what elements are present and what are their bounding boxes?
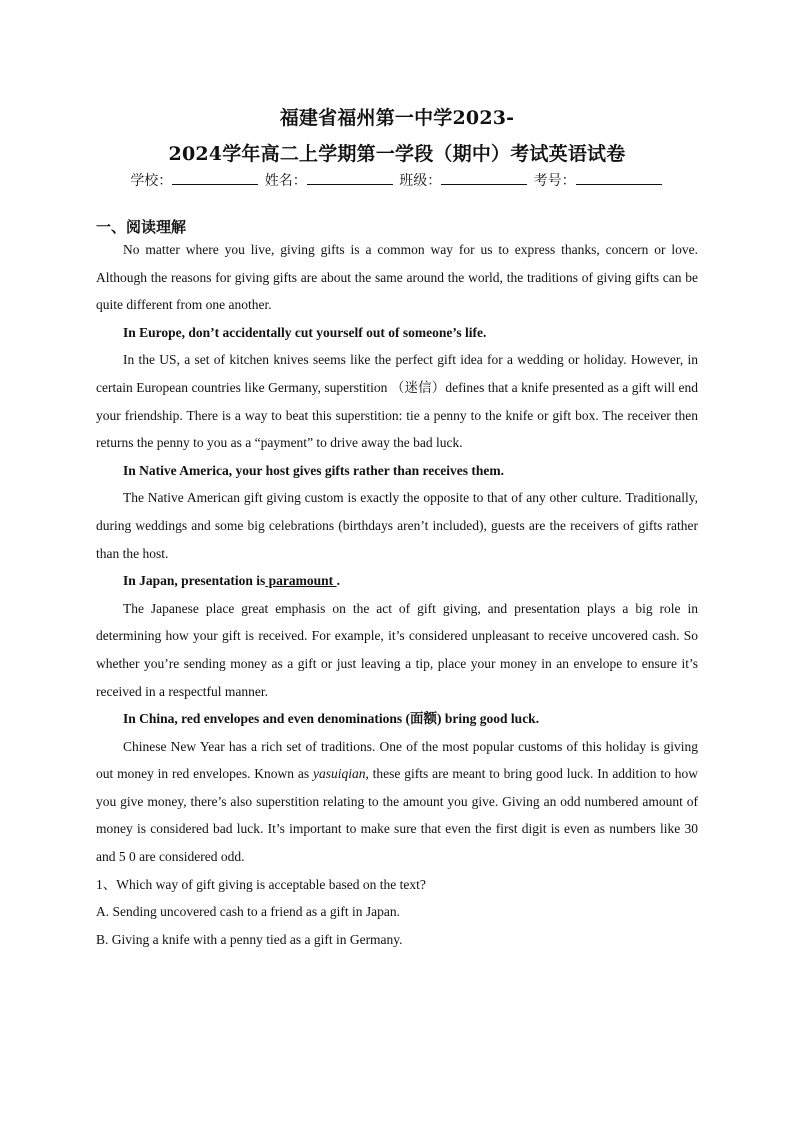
passage-paragraph-1: No matter where you live, giving gifts is a common way for us to express thanks, concern or love. Although the reasons for giving gifts are about the same around the world, the traditions of giving gifts can be quite different from one another. <box>96 242 698 313</box>
passage-heading-europe: In Europe, don’t accidentally cut yourself out of someone’s life. <box>123 324 487 340</box>
name-label: 姓名： <box>264 173 307 189</box>
school-blank <box>172 172 258 185</box>
italic-term: yasuiqian <box>312 766 366 782</box>
paragraph-5-start: Chinese New Year has a rich set of traditions. One of the most popular customs of this holiday is giving out money in red envelopes. Known as <box>96 738 698 782</box>
class-label: 班级： <box>399 173 442 189</box>
section-title: 一、阅读理解 <box>96 218 187 236</box>
exam-title-line-1: 福建省福州第一中学2023- <box>279 107 515 129</box>
passage-paragraph-4: The Japanese place great emphasis on the act of gift giving, and presentation plays a big role in determining how your gift is received. For example, it’s considered unpleasant to receive uncovered cash. So whether you’re sending money as a gift or just leaving a tip, place your money in an envelope to ensure it’s received in a respectful manner. <box>96 600 698 699</box>
question-1-stem: 1、Which way of gift giving is acceptable based on the text? <box>96 876 426 892</box>
passage-paragraph-3: The Native American gift giving custom is exactly the opposite to that of any other culture. Traditionally, during weddings and some big celebrations (birthdays aren’t included), guests are the receivers of gifts rather than the host. <box>96 490 698 561</box>
passage-paragraph-5 <box>96 733 698 871</box>
heading-japan-period: . <box>336 573 340 589</box>
school-label: 学校： <box>130 173 173 189</box>
underlined-word: paramount <box>265 573 337 589</box>
student-info-line <box>96 170 698 190</box>
question-1-option-a: A. Sending uncovered cash to a friend as a gift in Japan. <box>96 904 401 920</box>
paragraph-5-end: , these gifts are meant to bring good luck. In addition to how you give money, there’s also superstition relating to the amount you give. Giving an odd numbered amount of money is considered bad luck. It’s important to make sure that even the first digit is even as numbers like 30 and 5 0 are considered odd. <box>96 766 698 865</box>
exam-title-line-2: 2024学年高二上学期第一学段（期中）考试英语试卷 <box>168 143 626 165</box>
passage-paragraph-2: In the US, a set of kitchen knives seems like the perfect gift idea for a wedding or holiday. However, in certain European countries like Germany, superstition （迷信）defines that a knife presented as a gift will end your friendship. There is a way to beat this superstition: tie a penny to the knife or gift box. The receiver then returns the penny to you as a “payment” to drive away the bad luck. <box>96 352 698 451</box>
class-blank <box>441 172 527 185</box>
heading-japan-text: In Japan, presentation is <box>123 573 266 589</box>
question-1-option-b: B. Giving a knife with a penny tied as a gift in Germany. <box>96 931 403 947</box>
exam-number-label: 考号： <box>533 173 576 189</box>
passage-heading-china: In China, red envelopes and even denominations (面额) bring good luck. <box>123 711 540 727</box>
exam-number-blank <box>576 172 662 185</box>
passage-heading-native-america: In Native America, your host gives gifts rather than receives them. <box>123 462 504 478</box>
name-blank <box>307 172 393 185</box>
reading-passage <box>96 236 698 953</box>
passage-heading-japan <box>96 567 698 595</box>
